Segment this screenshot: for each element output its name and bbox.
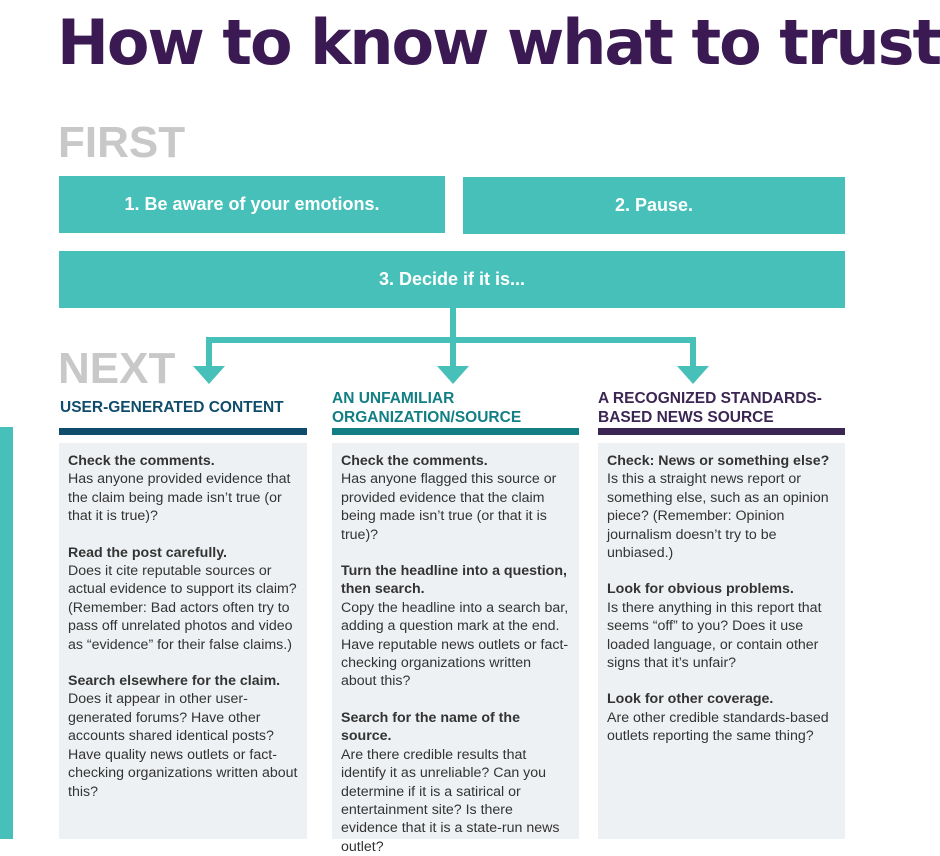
page-title: How to know what to trust (57, 6, 940, 79)
list-item (341, 709, 570, 856)
step-3-label: 3. Decide if it is... (378, 269, 526, 289)
column-title-recognized-news: A RECOGNIZED STANDARDS-BASED NEWS SOURCE (598, 390, 822, 426)
item-heading: Search for the name of the source. (341, 709, 520, 745)
column-panel-unfamiliar-source (332, 443, 579, 855)
list-item (68, 452, 298, 526)
column-title-unfamiliar-source: AN UNFAMILIAR ORGANIZATION/SOURCE (332, 390, 522, 426)
item-body: Has anyone provided evidence that the claim being made isn’t true (or that it is true)? (68, 471, 291, 525)
column-bar-user-generated (59, 428, 307, 435)
item-body: Has anyone flagged this source or provided evidence that the claim being made isn’t true (or that it is true)? (341, 471, 557, 543)
list-item (68, 544, 298, 654)
item-body: Does it cite reputable sources or actual evidence to support its claim? (Remember: Bad actors often try to pass off unrelated photos and video as “evidence” for their false claims.) (68, 563, 297, 653)
list-item (607, 690, 836, 745)
column-panel-recognized-news (598, 443, 845, 839)
item-body: Are other credible standards-based outlets reporting the same thing? (607, 709, 829, 745)
item-body: Is this a straight news report or something else, such as an opinion piece? (Remember: Opinion journalism doesn’t try to be unbiased.) (607, 471, 829, 562)
step-1-label: 1. Be aware of your emotions. (124, 194, 380, 214)
item-body: Does it appear in other user-generated forums? Have other accounts shared identical posts? Have quality news outlets or fact-checking organizations written about this? (68, 691, 298, 800)
first-label: FIRST (58, 118, 186, 167)
item-heading: Read the post carefully. (68, 544, 227, 561)
column-bar-recognized-news (598, 428, 845, 435)
arrow-center-icon (437, 366, 469, 384)
list-item (341, 562, 570, 691)
item-heading: Search elsewhere for the claim. (68, 673, 281, 690)
list-item (68, 672, 298, 801)
list-item (607, 580, 836, 672)
item-heading: Check the comments. (68, 453, 215, 469)
column-bar-unfamiliar-source (332, 428, 579, 435)
arrow-right-icon (677, 366, 709, 384)
step-2-label: 2. Pause. (614, 195, 694, 215)
column-title-user-generated: USER-GENERATED CONTENT (60, 399, 284, 416)
list-item (341, 452, 570, 544)
item-heading: Turn the headline into a question, then search. (341, 563, 567, 598)
item-body: Are there credible results that identify it as unreliable? Can you determine if it is a satirical or entertainment site? Is there evidence that it is a state-run news outlet? (341, 746, 560, 855)
item-body: Copy the headline into a search bar, adding a question mark at the end. Have reputable news outlets or fact-checking organizations written about this? (341, 599, 569, 690)
item-heading: Check the comments. (341, 453, 488, 469)
item-heading: Look for other coverage. (607, 691, 774, 708)
item-heading: Check: News or something else? (607, 453, 830, 469)
item-body: Is there anything in this report that seems “off” to you? Does it use loaded language, or contain other signs that it’s unfair? (607, 599, 822, 672)
arrow-left-icon (193, 366, 225, 384)
left-accent-bar (0, 427, 13, 839)
list-item (607, 452, 836, 562)
next-label: NEXT (58, 344, 176, 393)
column-panel-user-generated (59, 443, 307, 839)
item-heading: Look for obvious problems. (607, 581, 794, 598)
